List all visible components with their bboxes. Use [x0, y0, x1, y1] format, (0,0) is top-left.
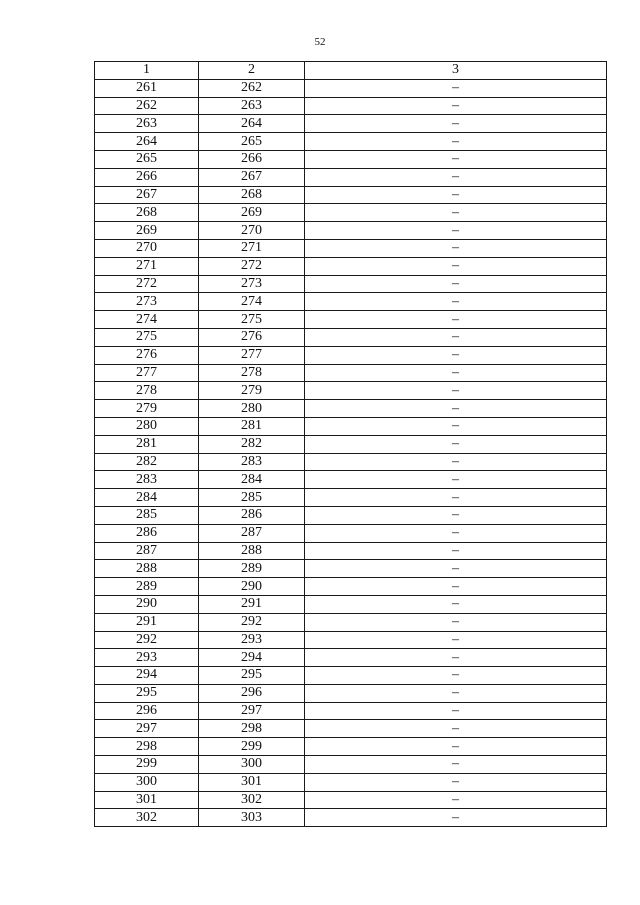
table-cell: 268 — [199, 186, 305, 204]
table-cell: 278 — [199, 364, 305, 382]
table-cell: 299 — [199, 738, 305, 756]
table-cell: – — [305, 133, 607, 151]
table-cell: 286 — [95, 524, 199, 542]
table-cell: 296 — [199, 684, 305, 702]
table-row — [95, 453, 607, 471]
table-cell: 291 — [95, 613, 199, 631]
table-cell: – — [305, 417, 607, 435]
table-cell: – — [305, 453, 607, 471]
table-row — [95, 79, 607, 97]
table-cell: 285 — [199, 489, 305, 507]
table-row — [95, 702, 607, 720]
table-cell: 279 — [199, 382, 305, 400]
table-header-row — [95, 62, 607, 80]
table-cell: – — [305, 702, 607, 720]
table-cell: 303 — [199, 809, 305, 827]
table-row — [95, 667, 607, 685]
table-cell: – — [305, 578, 607, 596]
table-cell: 276 — [199, 328, 305, 346]
table-row — [95, 649, 607, 667]
table-row — [95, 417, 607, 435]
table-cell: 300 — [199, 756, 305, 774]
table-cell: 285 — [95, 506, 199, 524]
table-cell: 281 — [199, 417, 305, 435]
table-cell: – — [305, 595, 607, 613]
table-cell: – — [305, 275, 607, 293]
table-row — [95, 328, 607, 346]
table-cell: 288 — [95, 560, 199, 578]
table-row — [95, 275, 607, 293]
table-row — [95, 773, 607, 791]
table-cell: – — [305, 720, 607, 738]
table-cell: 292 — [95, 631, 199, 649]
table-cell: 286 — [199, 506, 305, 524]
table-cell: – — [305, 542, 607, 560]
table-cell: – — [305, 756, 607, 774]
table-row — [95, 239, 607, 257]
table-cell: 269 — [199, 204, 305, 222]
table-cell: – — [305, 311, 607, 329]
table-cell: – — [305, 631, 607, 649]
table-row — [95, 346, 607, 364]
table-cell: – — [305, 150, 607, 168]
table-cell: 280 — [95, 417, 199, 435]
table-cell: – — [305, 186, 607, 204]
table-cell: – — [305, 435, 607, 453]
table-cell: 277 — [95, 364, 199, 382]
document-table — [94, 61, 607, 827]
table-cell: 291 — [199, 595, 305, 613]
table-cell: 292 — [199, 613, 305, 631]
table-cell: – — [305, 97, 607, 115]
table-row — [95, 756, 607, 774]
column-header: 1 — [95, 62, 199, 80]
table-cell: – — [305, 667, 607, 685]
table-cell: 270 — [95, 239, 199, 257]
table-cell: 272 — [95, 275, 199, 293]
table-cell: – — [305, 471, 607, 489]
table-cell: – — [305, 115, 607, 133]
table-row — [95, 257, 607, 275]
table-cell: 296 — [95, 702, 199, 720]
table-cell: 287 — [95, 542, 199, 560]
table-row — [95, 400, 607, 418]
table-cell: 295 — [199, 667, 305, 685]
table-cell: 302 — [95, 809, 199, 827]
table-cell: 265 — [199, 133, 305, 151]
table-cell: 275 — [199, 311, 305, 329]
table-cell: – — [305, 382, 607, 400]
table-cell: – — [305, 204, 607, 222]
table-row — [95, 150, 607, 168]
table-cell: 277 — [199, 346, 305, 364]
table-row — [95, 791, 607, 809]
column-header: 2 — [199, 62, 305, 80]
table-cell: – — [305, 506, 607, 524]
table-cell: 262 — [95, 97, 199, 115]
table-cell: – — [305, 738, 607, 756]
table-cell: 274 — [199, 293, 305, 311]
table-cell: – — [305, 328, 607, 346]
table-cell: 274 — [95, 311, 199, 329]
table-row — [95, 542, 607, 560]
table-cell: 267 — [95, 186, 199, 204]
table-row — [95, 595, 607, 613]
table-row — [95, 204, 607, 222]
table-cell: 272 — [199, 257, 305, 275]
table-row — [95, 524, 607, 542]
table-cell: – — [305, 257, 607, 275]
table-row — [95, 382, 607, 400]
table-row — [95, 168, 607, 186]
table-cell: – — [305, 346, 607, 364]
table-cell: 300 — [95, 773, 199, 791]
table-cell: – — [305, 684, 607, 702]
table-cell: – — [305, 809, 607, 827]
table-cell: 290 — [199, 578, 305, 596]
table-cell: 284 — [199, 471, 305, 489]
table-cell: 266 — [199, 150, 305, 168]
table-cell: 288 — [199, 542, 305, 560]
table-row — [95, 506, 607, 524]
table-cell: 268 — [95, 204, 199, 222]
table-cell: – — [305, 791, 607, 809]
table-cell: 271 — [199, 239, 305, 257]
table-cell: 263 — [95, 115, 199, 133]
table-cell: 294 — [95, 667, 199, 685]
table-cell: – — [305, 364, 607, 382]
table-cell: 264 — [199, 115, 305, 133]
table-cell: 271 — [95, 257, 199, 275]
table-cell: – — [305, 293, 607, 311]
table-row — [95, 133, 607, 151]
table-cell: 267 — [199, 168, 305, 186]
table-cell: 264 — [95, 133, 199, 151]
table-row — [95, 613, 607, 631]
table-cell: 265 — [95, 150, 199, 168]
table-cell: 295 — [95, 684, 199, 702]
table-cell: 273 — [95, 293, 199, 311]
table-cell: 281 — [95, 435, 199, 453]
table-cell: – — [305, 613, 607, 631]
table-row — [95, 186, 607, 204]
table-row — [95, 560, 607, 578]
table-cell: 282 — [199, 435, 305, 453]
table-row — [95, 684, 607, 702]
table-row — [95, 809, 607, 827]
table-cell: – — [305, 489, 607, 507]
table-cell: 266 — [95, 168, 199, 186]
table-row — [95, 364, 607, 382]
table-cell: 279 — [95, 400, 199, 418]
table-cell: 282 — [95, 453, 199, 471]
table-cell: 299 — [95, 756, 199, 774]
table-cell: – — [305, 649, 607, 667]
table-cell: 263 — [199, 97, 305, 115]
table-cell: – — [305, 222, 607, 240]
table-row — [95, 471, 607, 489]
table-cell: 273 — [199, 275, 305, 293]
table-cell: 283 — [199, 453, 305, 471]
table-header — [95, 62, 607, 80]
document-table-wrapper — [94, 61, 606, 827]
table-cell: – — [305, 773, 607, 791]
table-cell: – — [305, 400, 607, 418]
table-row — [95, 435, 607, 453]
table-cell: – — [305, 524, 607, 542]
table-cell: 298 — [199, 720, 305, 738]
page-number: 52 — [314, 36, 326, 48]
table-cell: 297 — [199, 702, 305, 720]
table-cell: 293 — [95, 649, 199, 667]
table-row — [95, 293, 607, 311]
table-cell: 293 — [199, 631, 305, 649]
table-cell: 284 — [95, 489, 199, 507]
table-cell: 283 — [95, 471, 199, 489]
table-cell: – — [305, 239, 607, 257]
table-cell: 262 — [199, 79, 305, 97]
table-cell: 261 — [95, 79, 199, 97]
table-row — [95, 631, 607, 649]
table-body — [95, 79, 607, 826]
table-cell: 275 — [95, 328, 199, 346]
table-cell: 298 — [95, 738, 199, 756]
column-header: 3 — [305, 62, 607, 80]
table-cell: – — [305, 79, 607, 97]
table-row — [95, 489, 607, 507]
table-row — [95, 720, 607, 738]
table-row — [95, 738, 607, 756]
table-cell: 280 — [199, 400, 305, 418]
table-cell: 294 — [199, 649, 305, 667]
table-cell: 289 — [199, 560, 305, 578]
table-cell: 270 — [199, 222, 305, 240]
table-cell: 289 — [95, 578, 199, 596]
table-cell: – — [305, 560, 607, 578]
table-row — [95, 115, 607, 133]
table-cell: 301 — [95, 791, 199, 809]
table-row — [95, 578, 607, 596]
table-cell: 302 — [199, 791, 305, 809]
table-cell: 290 — [95, 595, 199, 613]
table-cell: 297 — [95, 720, 199, 738]
table-cell: 276 — [95, 346, 199, 364]
table-row — [95, 222, 607, 240]
table-cell: 278 — [95, 382, 199, 400]
table-cell: 301 — [199, 773, 305, 791]
table-cell: 287 — [199, 524, 305, 542]
table-row — [95, 311, 607, 329]
table-cell: 269 — [95, 222, 199, 240]
table-cell: – — [305, 168, 607, 186]
table-row — [95, 97, 607, 115]
